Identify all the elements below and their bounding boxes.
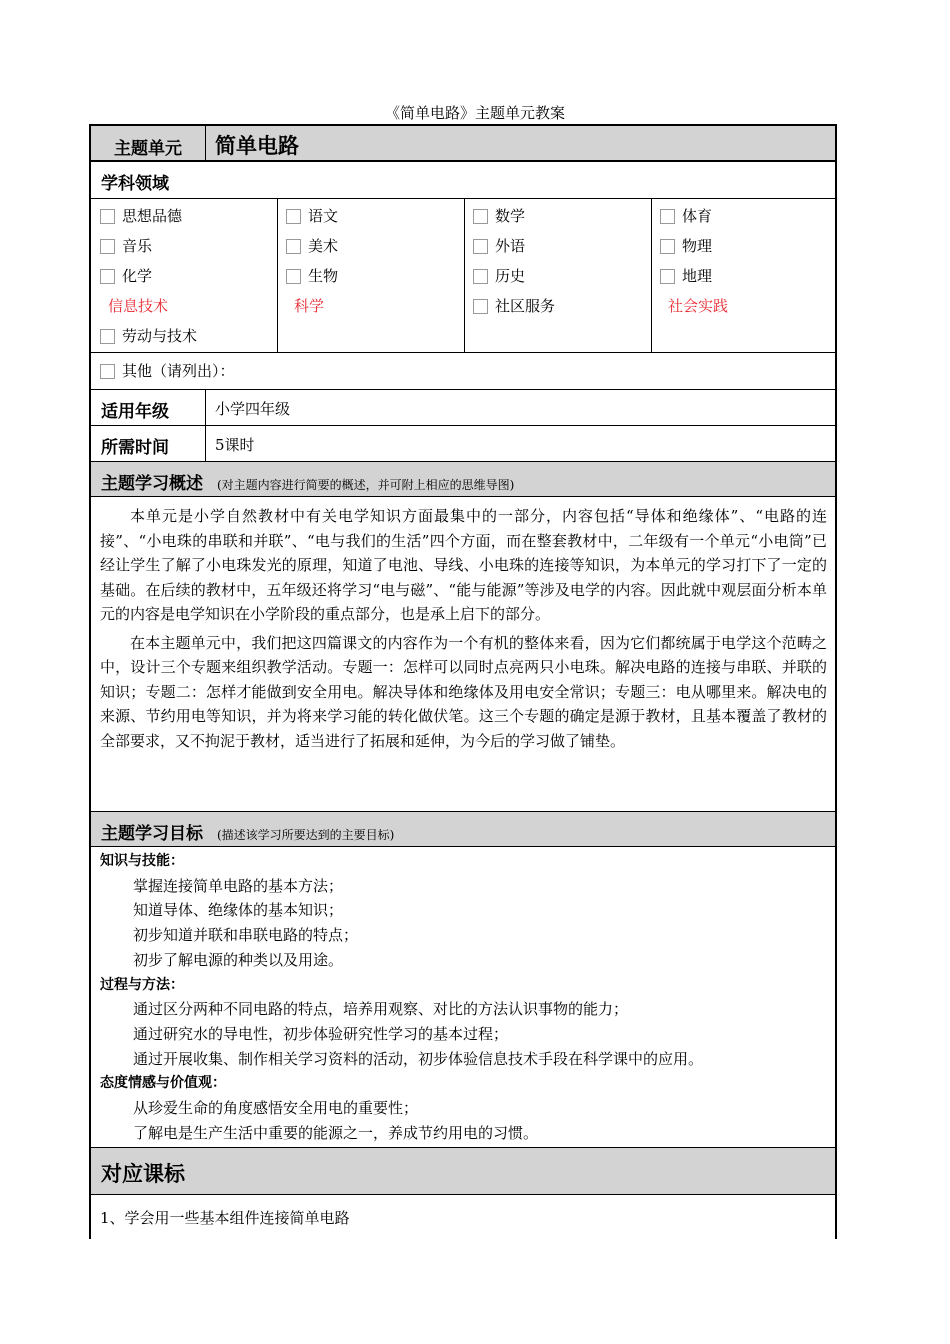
subject-option-label: 美术 [308,237,339,255]
subject-option-label: 生物 [308,267,339,285]
checkbox[interactable] [100,269,115,284]
subject-option-label: 语文 [308,207,339,225]
overview-hint: (对主题内容进行简要的概述，并可附上相应的思维导图) [217,478,515,492]
goal-item: 初步知道并联和串联电路的特点； [133,926,359,945]
time-label: 所需时间 [101,438,169,458]
subject-option[interactable] [286,266,338,286]
subject-option-label: 社区服务 [495,297,556,315]
lesson-plan-table [89,124,837,1239]
subject-option-label: 外语 [495,237,526,255]
checkbox[interactable] [100,329,115,344]
unit-row [91,126,835,162]
subject-option[interactable] [286,236,338,256]
subject-option[interactable] [473,296,555,316]
subject-option-label: 思想品德 [122,207,183,225]
standards-title: 对应课标 [101,1162,185,1186]
grade-value: 小学四年级 [215,400,291,418]
subject-other[interactable] [100,361,235,381]
goal-section-heading: 态度情感与价值观： [100,1075,226,1092]
checkbox[interactable] [286,269,301,284]
subject-option-label: 科学 [294,297,325,315]
subject-option[interactable] [473,236,525,256]
subject-option-label: 体育 [682,207,713,225]
grade-label: 适用年级 [101,402,169,422]
checkbox-other[interactable] [100,364,115,379]
checkbox[interactable] [100,209,115,224]
unit-title: 简单电路 [215,134,299,158]
overview-title: 主题学习概述 [101,474,203,494]
subject-option[interactable] [100,206,182,226]
grade-row [91,390,835,426]
subject-option-label: 数学 [495,207,526,225]
subject-option[interactable] [668,296,728,316]
subject-option[interactable] [108,296,168,316]
document-title: 《简单电路》主题单元教案 [384,104,565,122]
subject-option[interactable] [473,206,525,226]
subject-option-label: 音乐 [122,237,153,255]
subject-option[interactable] [100,266,152,286]
goal-item: 通过区分两种不同电路的特点，培养用观察、对比的方法认识事物的能力； [133,1000,629,1019]
subject-grid [91,199,835,353]
standards-body [91,1195,835,1241]
subject-option[interactable] [660,206,712,226]
checkbox[interactable] [660,209,675,224]
goals-title: 主题学习目标 [101,824,203,844]
subject-other-label: 其他（请列出）： [122,362,235,380]
standard-item: 1、学会用一些基本组件连接简单电路 [100,1209,350,1227]
goal-section-heading: 过程与方法： [100,976,184,993]
goal-section-heading: 知识与技能： [100,853,184,869]
goal-item: 初步了解电源的种类以及用途。 [133,950,344,969]
goal-item: 掌握连接简单电路的基本方法； [133,876,344,895]
subject-option[interactable] [100,236,152,256]
subject-option-label: 劳动与技术 [122,327,198,345]
overview-paragraph: 本单元是小学自然教材中有关电学知识方面最集中的一部分，内容包括“导体和绝缘体”、“电路的连接”、“小电珠的串联和并联”、“电与我们的生活”四个方面，而在整套教材中，二年级有一个单元“小电筒”已经让学生了解了小电珠发光的原理，知道了电池、导线、小电珠的连接等知识，为本单元的学习打下了一定的基础。在后续的教材中，五年级还将学习“电与磁”、“能与能源”等涉及电学的内容。因此就中观层面分析本单元的内容是电学知识在小学阶段的重点部分，也是承上启下的部分。 [100,507,827,623]
subject-option[interactable] [100,326,197,346]
subject-option[interactable] [286,206,338,226]
subject-option-label: 化学 [122,267,153,285]
subject-option[interactable] [473,266,525,286]
goal-item: 通过研究水的导电性，初步体验研究性学习的基本过程； [133,1024,509,1043]
checkbox[interactable] [660,269,675,284]
subject-option[interactable] [660,236,712,256]
goal-item: 通过开展收集、制作相关学习资料的活动，初步体验信息技术手段在科学课中的应用。 [133,1049,704,1068]
overview-body [91,497,835,812]
goal-item: 了解电是生产生活中重要的能源之一，养成节约用电的习惯。 [133,1123,539,1142]
overview-paragraph: 在本主题单元中，我们把这四篇课文的内容作为一个有机的整体来看，因为它们都统属于电学这个范畴之中，设计三个专题来组织教学活动。专题一：怎样可以同时点亮两只小电珠。解决电路的连接与串联、并联的知识；专题二：怎样才能做到安全用电。解决导体和绝缘体及用电安全常识；专题三：电从哪里来。解决电的来源、节约用电等知识，并为将来学习能的转化做伏笔。这三个专题的确定是源于教材，且基本覆盖了教材的全部要求，又不拘泥于教材，适当进行了拓展和延伸，为今后的学习做了铺垫。 [100,633,827,750]
overview-header [91,462,835,497]
checkbox[interactable] [100,239,115,254]
checkbox[interactable] [286,209,301,224]
subject-option-label: 物理 [682,237,713,255]
subject-area-label: 学科领域 [101,174,169,194]
checkbox[interactable] [473,269,488,284]
goals-hint: (描述该学习所要达到的主要目标) [217,828,395,842]
time-value: 5课时 [215,436,255,454]
checkbox[interactable] [286,239,301,254]
subject-option-label: 信息技术 [108,297,169,315]
checkbox[interactable] [473,299,488,314]
checkbox[interactable] [660,239,675,254]
subject-area-header [91,162,835,199]
checkbox[interactable] [473,209,488,224]
subject-option[interactable] [294,296,324,316]
checkbox[interactable] [473,239,488,254]
goal-item: 从珍爱生命的角度感悟安全用电的重要性； [133,1099,419,1118]
subject-option[interactable] [660,266,712,286]
subject-option-label: 地理 [682,267,713,285]
standards-header [91,1148,835,1195]
unit-label: 主题单元 [114,139,182,159]
time-row [91,426,835,462]
goals-header [91,812,835,847]
subject-option-label: 社会实践 [668,297,729,315]
subject-option-label: 历史 [495,267,526,285]
subject-other-row [91,353,835,390]
goal-item: 知道导体、绝缘体的基本知识； [133,901,344,920]
goals-body [91,847,835,1148]
